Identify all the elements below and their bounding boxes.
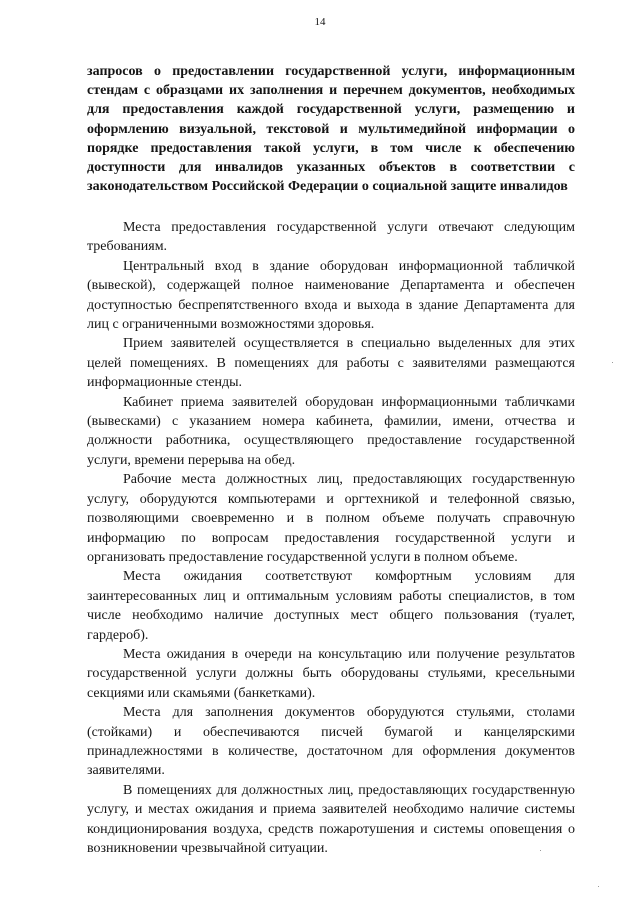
section-heading: запросов о предоставлении государственной услуги, информационным стендам с образцами их заполнения и перечнем документов, необходимых для предоставления каждой государственной услуги, размещению и оформлению визуальной, текстовой и мультимедийной информации о порядке предоставления такой услуги, в том числе к обеспечению доступности для инвалидов указанных объектов в соответствии с законодательством Российской Федерации о социальной защите инвалидов [87, 64, 575, 195]
paragraph: В помещениях для должностных лиц, предоставляющих государственную услугу, и местах ожидания и приема заявителей необходимо наличие системы кондиционирования воздуха, средств пожаротушения и системы оповещения о возникновении чрезвычайной ситуации. [87, 782, 575, 856]
body-text [87, 218, 575, 858]
paragraph: Места ожидания соответствуют комфортным условиям для заинтересованных лиц и оптимальным условиям работы специалистов, в том числе необходимо наличие доступных мест общего пользования (туалет, гардероб). [87, 569, 575, 643]
paragraph: Центральный вход в здание оборудован информационной табличкой (вывеской), содержащей полное наименование Департамента и обеспечен доступностью беспрепятственного входа и выхода в здание Департамента для лиц с ограниченными возможностями здоровья. [87, 258, 575, 333]
paragraph: Места ожидания в очереди на консультацию или получение результатов государственной услуги должны быть оборудованы стульями, кресельными секциями или скамьями (банкетками). [87, 646, 575, 701]
paragraph: Места предоставления государственной услуги отвечают следующим требованиям. [87, 220, 575, 255]
paragraph: Кабинет приема заявителей оборудован информационными табличками (вывесками) с указанием номера кабинета, фамилии, имени, отчества и должности работника, осуществляющего предоставление государственной услуги, времени перерыва на обед. [87, 394, 575, 468]
scan-speck [598, 886, 599, 887]
scan-speck [540, 850, 541, 851]
page-number: 14 [314, 16, 326, 28]
paragraph: Прием заявителей осуществляется в специально выделенных для этих целей помещениях. В помещениях для работы с заявителями размещаются информационные стенды. [87, 336, 575, 391]
scan-speck [612, 362, 613, 363]
paragraph: Места для заполнения документов оборудуются стульями, столами (стойками) и обеспечиваются писчей бумагой и канцелярскими принадлежностями в количестве, достаточном для оформления документов заявителями. [87, 705, 575, 779]
paragraph: Рабочие места должностных лиц, предоставляющих государственную услугу, оборудуются компьютерами и оргтехникой и телефонной связью, позволяющими своевременно и в полном объеме получать справочную информацию по вопросам предоставления государственной услуги и организовать предоставление государственной услуги в полном объеме. [87, 472, 575, 565]
